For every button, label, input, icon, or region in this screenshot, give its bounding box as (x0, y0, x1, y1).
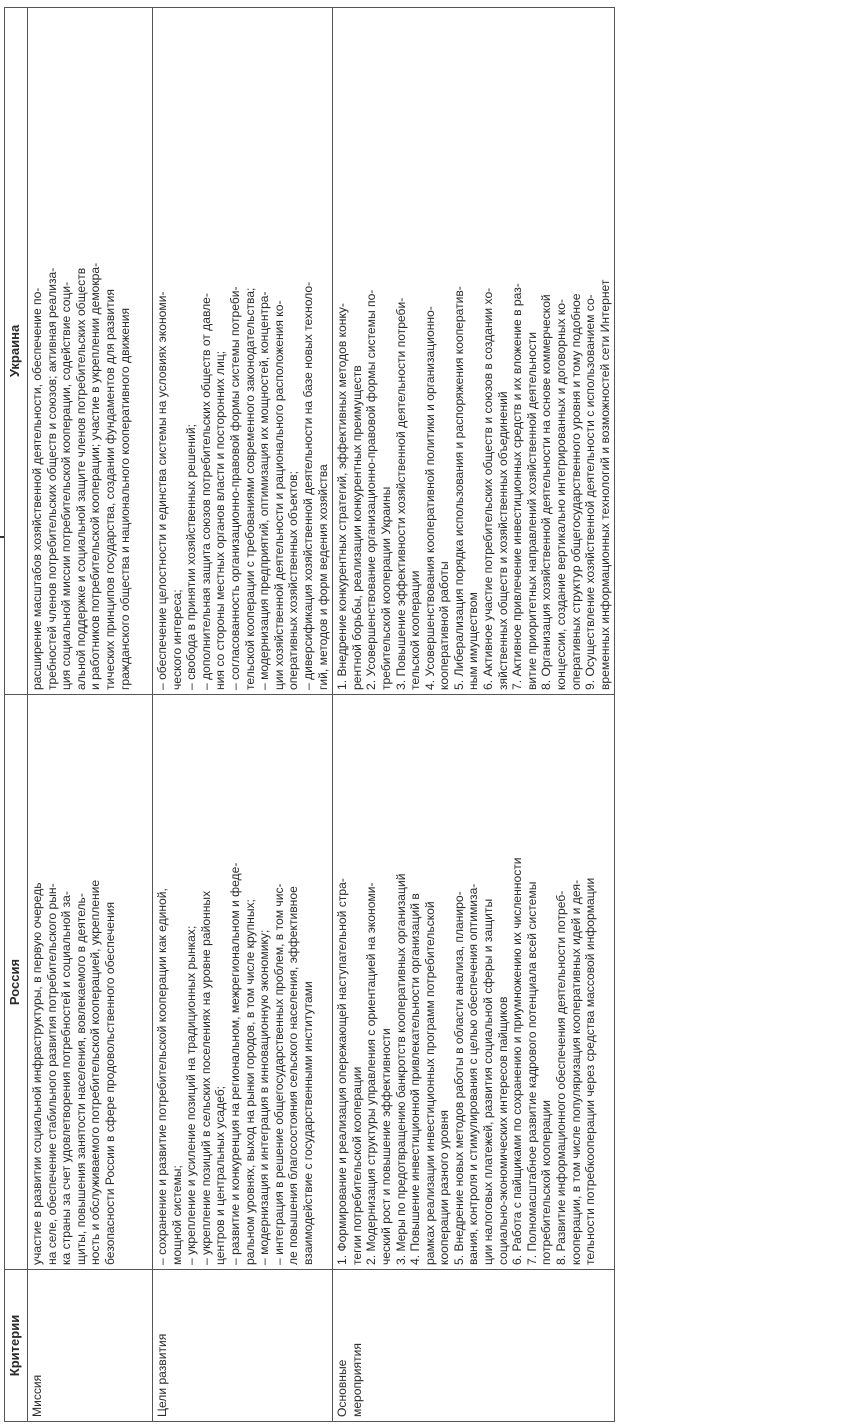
cell-line: 7. Полномасштабное развитие кадрового потенциала всей системы (524, 881, 539, 1265)
cell-line: социально-экономических интересов пайщиков (495, 996, 510, 1265)
cell-line: рамках реализации инвестиционных программ потребительской (422, 901, 437, 1265)
cell-line: Основные (335, 1359, 350, 1417)
cell-line: тельности потребкооперации через средства массовой информации (583, 877, 598, 1265)
cell-line: – диверсификация хозяйственной деятельности на базе новых техноло- (300, 281, 315, 690)
cell-line: и работников потребительской кооперации; участие в укреплении демокра- (88, 262, 103, 690)
cell-line: оперативных структур общегосударственного уровня и тому подобное (568, 293, 583, 690)
criterion-cell (333, 1270, 615, 1422)
cell-line: 3. Меры по предотвращению банкротств кооперативных организаций (393, 873, 408, 1265)
cell-line: на селе, обеспечение стабильного развития потребительского рын- (44, 883, 59, 1265)
cell-line: временных информационных технологий и возможностей сети Интернет (597, 279, 612, 690)
comparison-table (4, 7, 615, 1422)
table-row-measures (333, 8, 615, 1422)
cell-line: 5. Либерализация порядка использования и распоряжения кооператив- (451, 286, 466, 690)
cell-line: гий, методов и форм ведения хозяйства (315, 464, 330, 690)
cell-line: щиты, повышения занятости населения, вовлекаемого в деятель- (73, 893, 88, 1265)
cell-line: кооперации разного уровня (437, 1110, 452, 1265)
cell-line: 5. Внедрение новых методов работы в области анализа, планиро- (451, 891, 466, 1265)
cell-line: тегии потребительской кооперации (349, 1066, 364, 1265)
cell-line: ральном уровнях, выход на рынки городов, в том числе крупных; (242, 899, 257, 1265)
header-russia: Россия (5, 695, 28, 1270)
cell-line: 9. Осуществление хозяйственной деятельности с использованием со- (583, 294, 598, 690)
header-ukraine: Украина (5, 8, 28, 695)
cell-line: 8. Организация хозяйственной деятельности на основе коммерческой (539, 294, 554, 690)
cell-line: – согласованность организационно-правовой формы системы потреби- (227, 286, 242, 690)
cell-line: ция социальной миссии потребительской кооперации, содействие соци- (59, 281, 74, 690)
cell-line: – модернизация и интеграция в инновационную экономику; (257, 929, 272, 1265)
cell-line: ным имуществом (466, 592, 481, 690)
cell-line: Цели развития (155, 1333, 169, 1417)
cell-line: требительской кооперации Украины (378, 486, 393, 690)
cell-line: ность и обслуживаемого потребительской кооперацией, укрепление (88, 879, 103, 1265)
cell-line: 2. Модернизация структуры управления с ориентацией на экономи- (364, 882, 379, 1265)
cell-line: 6. Активное участие потребительских обществ и союзов в создании хо- (481, 287, 496, 690)
header-criteria: Критерии (5, 1270, 28, 1422)
russia-cell (28, 695, 153, 1270)
cell-line: ции налоговых платежей, развития социальной сферы и защиты (481, 898, 496, 1265)
table-row-goals (153, 8, 333, 1422)
cell-line: – укрепление и усиление позиций на традиционных рынках; (184, 925, 199, 1265)
cell-line: 4. Повышение инвестиционной привлекательности организаций в (408, 893, 423, 1265)
cell-line: ка страны за счет удовлетворения потребностей и социальной за- (59, 891, 74, 1265)
cell-line: ческого интереса; (169, 589, 184, 690)
cell-line: ции хозяйственной деятельности и рационального расположения ко- (271, 300, 286, 690)
cell-line: 3. Повышение эффективности хозяйственной деятельности потреби- (393, 297, 408, 690)
ukraine-cell (28, 8, 153, 695)
cell-line: зяйственных обществ и хозяйственных объединений (495, 391, 510, 690)
cell-line: витие приоритетных направлений хозяйственной деятельности (524, 331, 539, 690)
cell-line: гражданского общества и национального кооперативного движения (117, 307, 132, 690)
cell-line: потребительской кооперации (539, 1100, 554, 1265)
criterion-cell (28, 1270, 153, 1422)
cell-line: ле повышения благосостояния сельского населения, эффективное (286, 886, 301, 1265)
cell-line: центров и центральных усадеб; (213, 1085, 228, 1265)
cell-line: кооперативной работы (437, 561, 452, 690)
cell-line: – интеграция в решение общегосударственных проблем, в том чис- (271, 883, 286, 1265)
cell-line: мероприятия (349, 1343, 364, 1417)
cell-line: безопасности России в сфере продовольственного обеспечения (102, 901, 117, 1265)
cell-line: – дополнительная защита союзов потребительских обществ от давле- (198, 293, 213, 690)
cell-line: – обеспечение целостности и единства системы на условиях экономи- (155, 291, 169, 690)
table-header-row (5, 8, 28, 1422)
table-row-mission (28, 8, 153, 1422)
ukraine-cell (333, 8, 615, 695)
cell-line: взаимодействие с государственными институтами (300, 981, 315, 1265)
cell-line: тельской кооперации с требованиями современного законодательства; (242, 287, 257, 690)
cell-line: участие в развитии социальной инфраструктуры, в первую очередь (30, 882, 44, 1265)
russia-cell (333, 695, 615, 1270)
cell-line: ния со стороны местных органов власти и посторонних лиц; (213, 350, 228, 690)
ukraine-cell (153, 8, 333, 695)
cell-line: вания, контроля и стимулирования с целью обеспечения оптимиза- (466, 883, 481, 1265)
cell-line: ческий рост и повышение эффективности (378, 1028, 393, 1265)
cell-line: 1. Внедрение конкурентных стратегий, эффективных методов конку- (335, 303, 350, 690)
cell-line: 1. Формирование и реализация опережающей наступательной стра- (335, 878, 350, 1265)
cell-line: кооперации, в том числе популяризация кооперативных идей и дея- (568, 879, 583, 1265)
cell-line: 8. Развитие информационного обеспечения деятельности потреб- (554, 890, 569, 1265)
cell-line: мощной системы; (169, 1165, 184, 1265)
cell-line: – свобода в принятии хозяйственных решений; (184, 424, 199, 690)
cell-line: 4. Усовершенствования кооперативной политики и организационно- (422, 306, 437, 690)
cell-line: Миссия (30, 1374, 44, 1417)
criterion-cell (153, 1270, 333, 1422)
cell-line: – развитие и конкуренция на региональном, межрегиональном и феде- (227, 862, 242, 1265)
cell-line: требностей членов потребительских обществ и союзов; активная реализа- (44, 267, 59, 690)
cell-line: – сохранение и развитие потребительской кооперации как единой, (155, 888, 169, 1265)
cell-line: – укрепление позиций в сельских поселениях на уровне районных (198, 890, 213, 1265)
cell-line: 6. Работа с пайщиками по сохранению и приумножению их численности (510, 857, 525, 1265)
cell-line: 7. Активное привлечение инвестиционных средств и их вложение в раз- (510, 283, 525, 690)
cell-line: тельской кооперации (408, 570, 423, 690)
cell-line: расширение масштабов хозяйственной деятельности, обеспечение по- (30, 287, 44, 690)
cell-line: тических принципов государства, создании фундаментов для развития (102, 289, 117, 690)
russia-cell (153, 695, 333, 1270)
cell-line: альной поддержке и социальной защите членов потребительских обществ (73, 267, 88, 690)
cell-line: рентной борьбы, реализации конкурентных преимуществ (349, 365, 364, 690)
cell-line: – модернизация предприятий, оптимизация их мощностей, концентра- (257, 291, 272, 690)
cell-line: 2. Усовершенствование организационно-правовой формы системы по- (364, 289, 379, 690)
cell-line: концессии, создание вертикально интегрированных и договорных ко- (554, 298, 569, 690)
cell-line: оперативных хозяйственных объектов; (286, 471, 301, 690)
